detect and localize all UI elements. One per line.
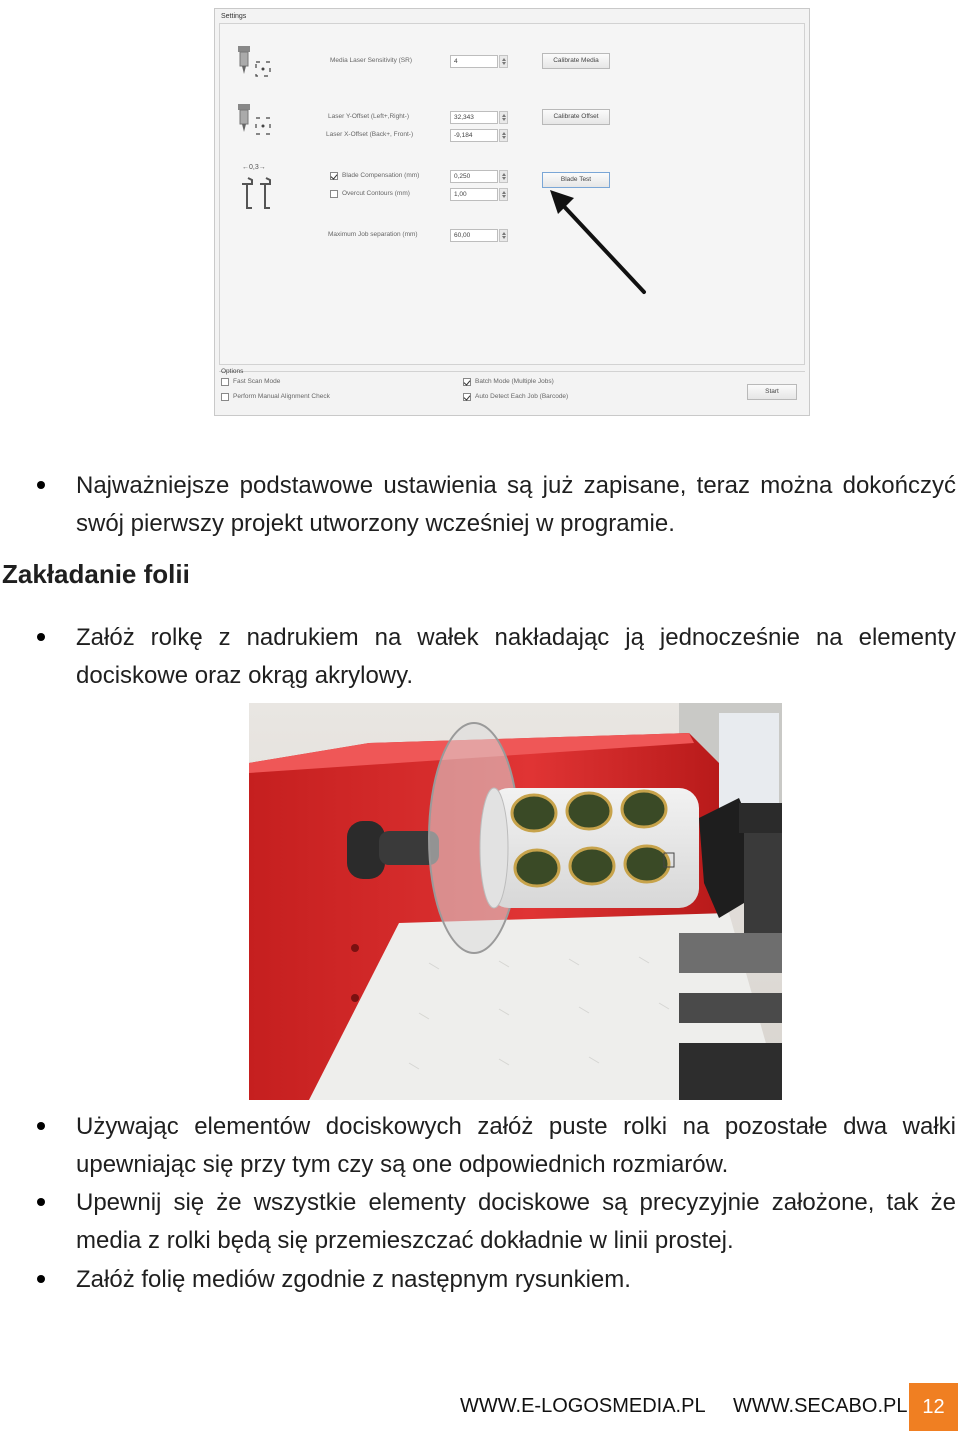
overcut-field[interactable]: 1,00	[450, 188, 498, 201]
paragraph-empty-rolls: Używając elementów dociskowych załóż puste rolki na pozostałe dwa wałki upewniając się przy tym czy są one odpowiednich rozmiarów.	[76, 1113, 956, 1178]
sensitivity-spinner[interactable]	[499, 55, 508, 68]
max-job-label: Maximum Job separation (mm)	[328, 231, 418, 238]
calibrate-media-button[interactable]: Calibrate Media	[542, 53, 610, 69]
paragraph-alignment: Upewnij się że wszystkie elementy dociskowe są precyzyjnie założone, tak że media z rolki będą się przemieszczać dokładnie w linii prostej.	[76, 1189, 956, 1254]
batch-mode-label: Batch Mode (Multiple Jobs)	[475, 378, 554, 385]
blade-distance-label: ←0,3→	[242, 164, 266, 171]
bullet-icon	[37, 633, 45, 641]
blade-compensation-spinner[interactable]	[499, 170, 508, 183]
laser-y-offset-label: Laser Y-Offset (Left+,Right-)	[328, 113, 409, 120]
bullet-icon	[37, 1122, 45, 1130]
paragraph-load-media: Załóż folię mediów zgodnie z następnym rysunkiem.	[76, 1266, 631, 1293]
overcut-spinner[interactable]	[499, 188, 508, 201]
auto-detect-label: Auto Detect Each Job (Barcode)	[475, 393, 569, 400]
paragraph-load-roll: Załóż rolkę z nadrukiem na wałek nakładając ją jednocześnie na elementy dociskowe oraz okrąg akrylowy.	[76, 624, 956, 689]
section-heading: Zakładanie folii	[2, 559, 190, 589]
blade-compensation-field[interactable]: 0,250	[450, 170, 498, 183]
blade-compensation-checkbox[interactable]	[330, 172, 338, 180]
blade-compensation-label: Blade Compensation (mm)	[342, 172, 420, 179]
sensitivity-label: Media Laser Sensitivity (SR)	[330, 57, 412, 64]
laser-x-offset-label: Laser X-Offset (Back+, Front-)	[326, 131, 414, 138]
page-number: 12	[909, 1383, 958, 1431]
laser-y-offset-field[interactable]: 32,343	[450, 111, 498, 124]
blade-test-button[interactable]: Blade Test	[542, 172, 610, 188]
bullet-icon	[37, 481, 45, 489]
fast-scan-checkbox[interactable]	[221, 378, 229, 386]
laser-x-offset-spinner[interactable]	[499, 129, 508, 142]
options-group	[219, 368, 805, 411]
footer-link-secabo[interactable]: WWW.SECABO.PL	[733, 1395, 908, 1417]
paragraph-settings-saved: Najważniejsze podstawowe ustawienia są już zapisane, teraz można dokończyć swój pierwszy projekt utworzony wcześniej w programie.	[76, 472, 956, 537]
bullet-icon	[37, 1198, 45, 1206]
pointer-arrow-icon	[540, 184, 660, 304]
manual-alignment-label: Perform Manual Alignment Check	[233, 393, 330, 400]
laser-sensor-icon	[234, 44, 274, 84]
auto-detect-checkbox[interactable]	[463, 393, 471, 401]
footer-link-logosmedia[interactable]: WWW.E-LOGOSMEDIA.PL	[460, 1395, 706, 1417]
settings-dialog	[214, 8, 810, 416]
settings-title: Settings	[221, 13, 247, 20]
bullet-icon	[37, 1275, 45, 1283]
laser-offset-icon	[234, 102, 274, 142]
laser-y-offset-spinner[interactable]	[499, 111, 508, 124]
settings-group	[219, 23, 805, 365]
fast-scan-label: Fast Scan Mode	[233, 378, 281, 385]
manual-alignment-checkbox[interactable]	[221, 393, 229, 401]
max-job-field[interactable]: 60,00	[450, 229, 498, 242]
options-title: Options	[221, 368, 244, 375]
max-job-spinner[interactable]	[499, 229, 508, 242]
overcut-checkbox[interactable]	[330, 190, 338, 198]
laser-x-offset-field[interactable]: -9,184	[450, 129, 498, 142]
calibrate-offset-button[interactable]: Calibrate Offset	[542, 109, 610, 125]
overcut-label: Overcut Contours (mm)	[342, 190, 410, 197]
batch-mode-checkbox[interactable]	[463, 378, 471, 386]
machine-photo	[249, 703, 782, 1100]
sensitivity-field[interactable]: 4	[450, 55, 498, 68]
start-button[interactable]: Start	[747, 384, 797, 400]
blade-offset-icon	[238, 174, 278, 214]
